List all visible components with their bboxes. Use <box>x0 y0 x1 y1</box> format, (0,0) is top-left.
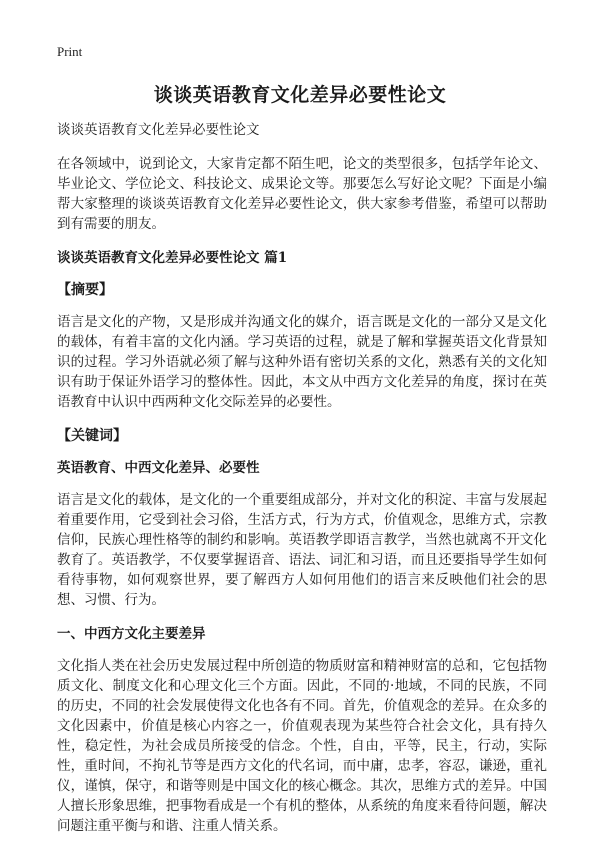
document-title: 谈谈英语教育文化差异必要性论文 <box>153 84 447 106</box>
section-heading: 谈谈英语教育文化差异必要性论文 篇1 <box>57 250 288 266</box>
body-paragraph-1: 语言是文化的载体，是文化的一个重要组成部分，并对文化的积淀、丰富与发展起着重要作用，它受到社会习俗，生活方式，行为方式，价值观念，思维方式，宗教信仰，民族心理性格等的制约和影响。英语教学即语言教学，当然也就离不开文化教育了。英语教学，不仅要掌握语音、语法、词汇和习语，而且还要指导学生如何看待事物，如何观察世界，要了解西方人如何用他们的语言来反映他们社会的思想、习惯、行为。 <box>57 492 547 608</box>
keywords-text: 英语教育、中西文化差异、必要性 <box>57 460 260 476</box>
body-paragraph-2: 文化指人类在社会历史发展过程中所创造的物质财富和精神财富的总和，它包括物质文化、制度文化和心理文化三个方面。因此，不同的·地域，不同的民族，不同的历史，不同的社会发展使得文化也各有不同。首先，价值观念的差异。在众多的文化因素中，价值是核心内容之一，价值观表现为某些符合社会文化，具有持久性，稳定性，为社会成员所接受的信念。个性，自由，平等，民主，行动，实际性，重时间，不拘礼节等是西方文化的代名词，而中庸，忠孝，容忍，谦逊，重礼仪，谨慎，保守，和谐等则是中国文化的核心概念。其次，思维方式的差异。中国人擅长形象思维，把事物看成是一个有机的整体，从系统的角度来看待问题，解决问题注重平衡与和谐、注重人情关系。 <box>57 658 547 834</box>
abstract-paragraph: 语言是文化的产物，又是形成并沟通文化的媒介，语言既是文化的一部分又是文化的载体，有着丰富的文化内涵。学习英语的过程，就是了解和掌握英语文化背景知识的过程。学习外语就必须了解与这种外语有密切关系的文化，熟悉有关的文化知识有助于保证外语学习的整体性。因此，本文从中西方文化差异的角度，探讨在英语教育中认识中西两种文化交际差异的必要性。 <box>57 314 547 410</box>
section1-heading: 一、中西方文化主要差异 <box>57 626 206 642</box>
intro-paragraph: 在各领域中，说到论文，大家肯定都不陌生吧，论文的类型很多，包括学年论文、毕业论文、学位论文、科技论文、成果论文等。那要怎么写好论文呢？下面是小编帮大家整理的谈谈英语教育文化差异必要性论文，供大家参考借鉴，希望可以帮助到有需要的朋友。 <box>57 156 547 232</box>
document-body <box>57 120 547 850</box>
print-link[interactable]: Print <box>57 44 83 59</box>
keywords-heading: 【关键词】 <box>57 428 127 444</box>
abstract-heading: 【摘要】 <box>57 282 113 298</box>
document-subtitle: 谈谈英语教育文化差异必要性论文 <box>57 122 260 138</box>
